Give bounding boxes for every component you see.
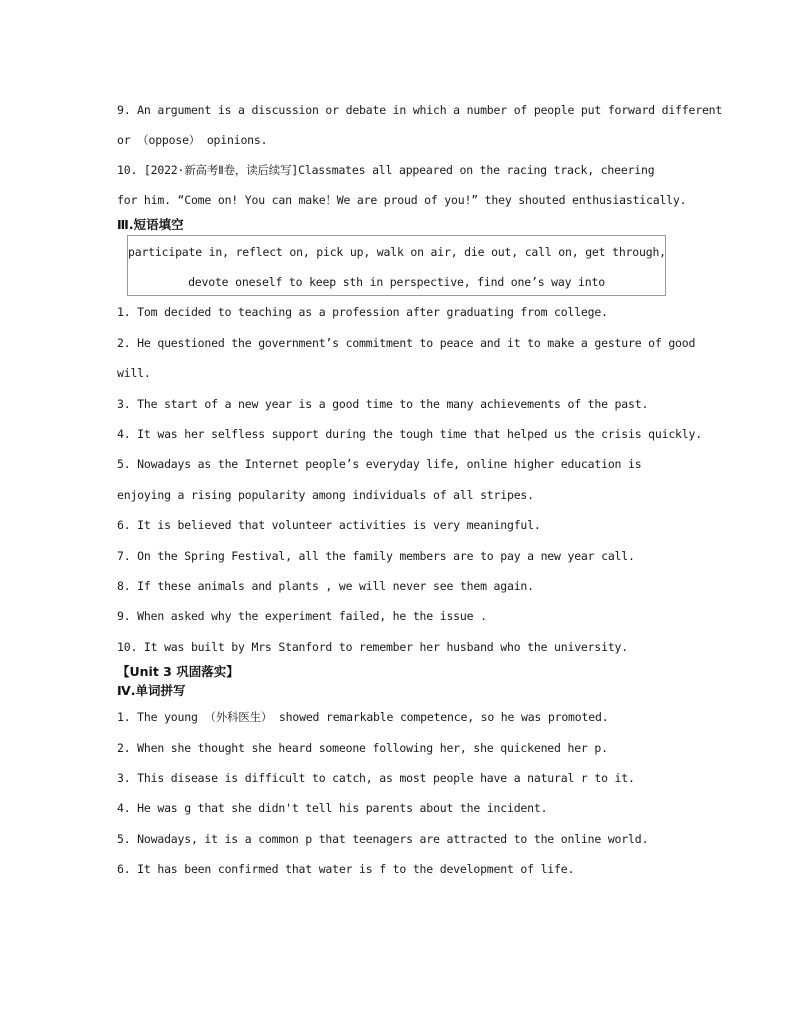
phrase-bank-box <box>127 235 666 296</box>
phrase-item-1: 1. Tom decided to teaching as a profession after graduating from college. <box>117 305 608 319</box>
phrase-item-9: 9. When asked why the experiment failed, he the issue . <box>117 609 487 623</box>
phrase-item-8: 8. If these animals and plants , we will never see them again. <box>117 579 534 593</box>
phrase-item-5-line-2: enjoying a rising popularity among individuals of all stripes. <box>117 488 534 502</box>
phrase-item-2-line-2: will. <box>117 366 151 380</box>
unit-3-heading: 【Unit 3 巩固落实】 <box>117 664 239 679</box>
phrase-item-2-line-1: 2. He questioned the government’s commitment to peace and it to make a gesture of good <box>117 336 696 350</box>
phrase-item-4: 4. It was her selfless support during the tough time that helped us the crisis quickly. <box>117 427 702 441</box>
spelling-item-2: 2. When she thought she heard someone following her, she quickened her p. <box>117 741 608 755</box>
phrase-item-7: 7. On the Spring Festival, all the family members are to pay a new year call. <box>117 549 635 563</box>
phrase-bank-line-1: participate in, reflect on, pick up, walk on air, die out, call on, get through, <box>128 245 666 259</box>
section-3-heading: Ⅲ.短语填空 <box>117 217 184 232</box>
phrase-item-6: 6. It is believed that volunteer activities is very meaningful. <box>117 518 541 532</box>
spelling-item-3: 3. This disease is difficult to catch, as most people have a natural r to it. <box>117 771 635 785</box>
question-10-line-1: 10. [2022·新高考Ⅱ卷，读后续写]Classmates all appeared on the racing track, cheering <box>117 163 655 177</box>
phrase-item-3: 3. The start of a new year is a good time to the many achievements of the past. <box>117 397 649 411</box>
spelling-item-1: 1. The young （外科医生） showed remarkable competence, so he was promoted. <box>117 710 609 724</box>
phrase-item-10: 10. It was built by Mrs Stanford to remember her husband who the university. <box>117 640 628 654</box>
section-4-heading: Ⅳ.单词拼写 <box>117 683 186 698</box>
phrase-item-5-line-1: 5. Nowadays as the Internet people’s everyday life, online higher education is <box>117 457 642 471</box>
question-9-line-2: or （oppose） opinions. <box>117 133 268 147</box>
phrase-bank-line-2: devote oneself to keep sth in perspective, find one’s way into <box>188 275 605 289</box>
question-10-line-2: for him. “Come on! You can make！We are proud of you!” they shouted enthusiastically. <box>117 193 687 207</box>
spelling-item-4: 4. He was g that she didn't tell his parents about the incident. <box>117 801 548 815</box>
question-9-line-1: 9. An argument is a discussion or debate in which a number of people put forward different <box>117 103 723 117</box>
spelling-item-5: 5. Nowadays, it is a common p that teenagers are attracted to the online world. <box>117 832 649 846</box>
spelling-item-6: 6. It has been confirmed that water is f to the development of life. <box>117 862 575 876</box>
